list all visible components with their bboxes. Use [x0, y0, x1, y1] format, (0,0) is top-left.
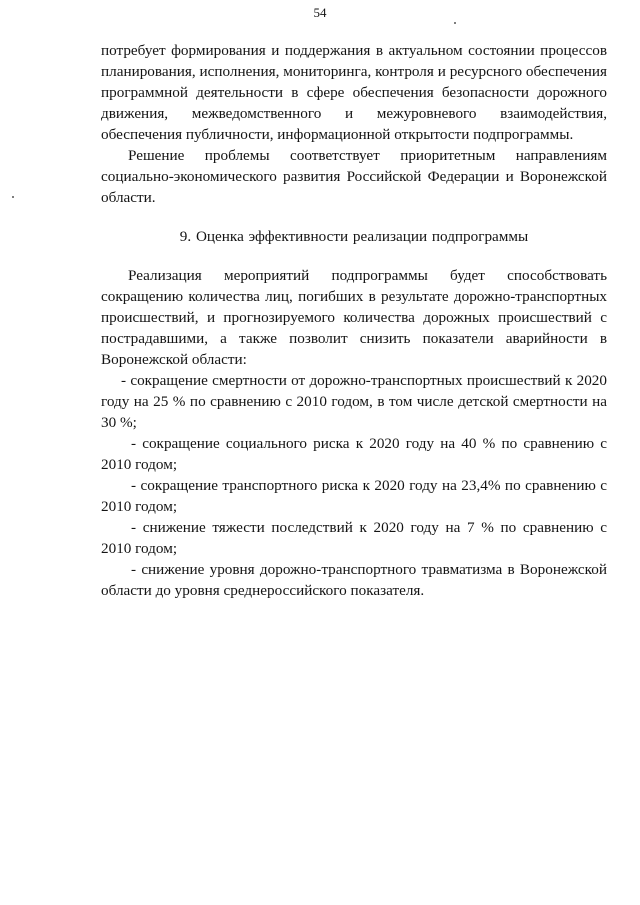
document-body: [101, 40, 607, 601]
bullet-item-5: - снижение уровня дорожно-транспортного травматизма в Воронежской области до уровня среднероссийского показателя.: [101, 561, 607, 599]
paragraph-continuation: потребует формирования и поддержания в актуальном состоянии процессов планирования, исполнения, мониторинга, контроля и ресурсного обеспечения программной деятельности в сфере обеспечения безопасности дорожного движения, межведомственного и межуровневого взаимодействия, обеспечения публичности, информационной открытости подпрограммы.: [101, 42, 607, 143]
section-intro: Реализация мероприятий подпрограммы будет способствовать сокращению количества лиц, погибших в результате дорожно-транспортных происшествий, и прогнозируемого количества дорожных происшествий с пострадавшими, а также позволит снизить показатели аварийности в Воронежской области:: [101, 267, 607, 368]
bullet-item-2: - сокращение социального риска к 2020 году на 40 % по сравнению с 2010 годом;: [101, 435, 607, 473]
scan-speck: [12, 196, 14, 198]
bullet-item-3: - сокращение транспортного риска к 2020 году на 23,4% по сравнению с 2010 годом;: [101, 477, 607, 515]
section-heading: 9. Оценка эффективности реализации подпрограммы: [179, 228, 529, 245]
bullet-item-1: - сокращение смертности от дорожно-транспортных происшествий к 2020 году на 25 % по сравнению с 2010 годом, в том числе детской смертности на 30 %;: [101, 372, 607, 431]
scan-speck: [454, 22, 456, 24]
paragraph-solution: Решение проблемы соответствует приоритетным направлениям социально-экономического развития Российской Федерации и Воронежской области.: [101, 147, 607, 206]
page-number: 54: [313, 5, 327, 20]
bullet-item-4: - снижение тяжести последствий к 2020 году на 7 % по сравнению с 2010 годом;: [101, 519, 607, 557]
